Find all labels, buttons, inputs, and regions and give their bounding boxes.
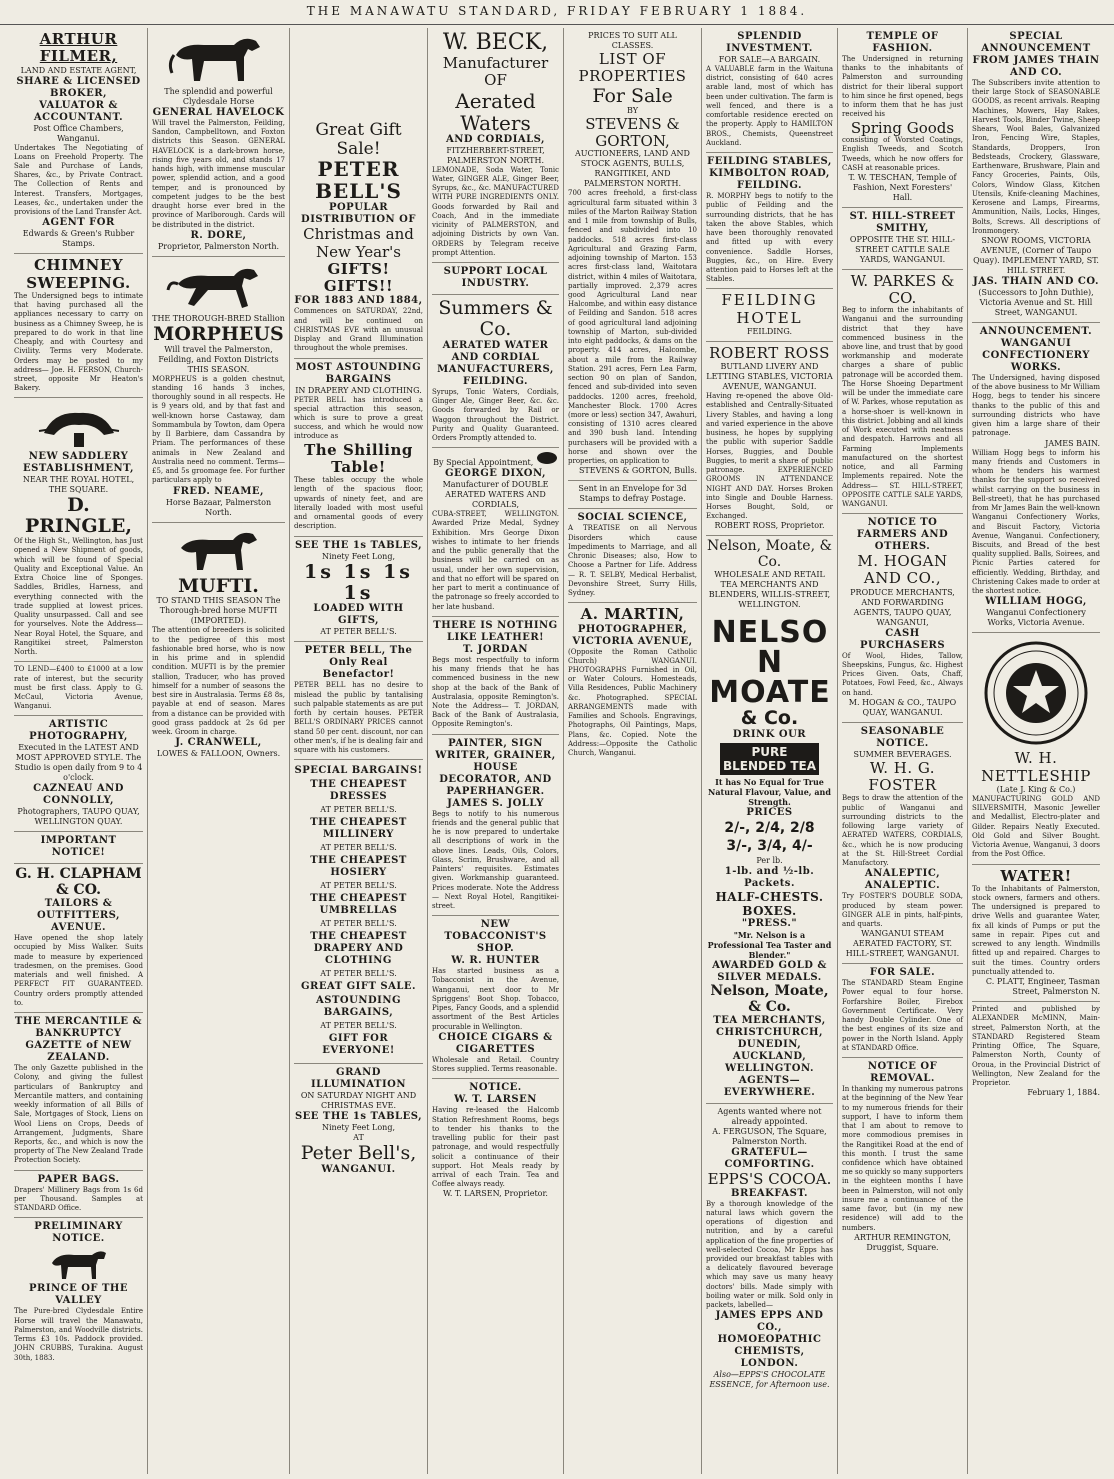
ad-body: TO LEND—£400 to £1000 at a low rate of interest, but the security must be first class. Apply to G. McCaul, Victoria Avenue, Wanganui. xyxy=(14,665,143,711)
ad-name: Peter Bell's, xyxy=(300,1142,417,1165)
ad-sign: C. PLATT, Engineer, Tasman Street, Palmerston N. xyxy=(985,977,1100,997)
ad-title: ANNOUNCEMENT. xyxy=(979,325,1093,337)
ad-title: W. PARKES & CO. xyxy=(850,272,955,307)
ad-title: Great Gift Sale! xyxy=(315,120,402,159)
ad-line: FITZHERBERT-STREET, PALMERSTON NORTH. xyxy=(446,145,545,165)
ad-body: MANUFACTURING GOLD AND SILVERSMITH, Masonic Jeweller and Medallist, Electro-plater and Gilder. Repairs Neatly Executed. Old Gold and Silver Bought. Victoria Avenue, Wanganui, 3 doors from the Post Office. xyxy=(972,794,1100,859)
ad-title: NOTICE OF REMOVAL. xyxy=(867,1061,938,1085)
column-6 xyxy=(702,28,838,1474)
ad-title: SPLENDID INVESTMENT. xyxy=(726,31,813,54)
special-item: THE CHEAPEST DRAPERY AND CLOTHING xyxy=(310,931,407,967)
special-item: THE CHEAPEST MILLINERY xyxy=(310,817,407,841)
ad-line: BUTLAND LIVERY AND LETTING STABLES, VICTORIA AVENUE, WANGANUI. xyxy=(706,362,833,392)
ad-name: WILLIAM HOGG, xyxy=(985,596,1087,608)
ad-title: WATER! xyxy=(1000,866,1072,885)
ad-body: The Pure-bred Clydesdale Entire Horse will travel the Manawatu, Palmerston, and Woodville districts. Terms £3 10s. Paddock provided. JOHN CRUBBS, Turakina. August 30th, 1883. xyxy=(14,1307,143,1362)
ad-title: ROBERT ROSS xyxy=(709,343,830,362)
ad-title: SOCIAL SCIENCE, xyxy=(577,512,688,524)
prices-row-1: 2/-, 2/4, 2/8 xyxy=(724,820,815,837)
ad-line: ANALEPTIC, ANALEPTIC. xyxy=(864,868,941,892)
special-item: GREAT GIFT SALE. xyxy=(301,981,416,993)
special-at: AT PETER BELL'S. xyxy=(320,919,397,929)
ad-title: GEORGE DIXON, xyxy=(445,468,546,480)
horse-icon xyxy=(44,1247,114,1281)
ad-title: PAINTER, SIGN WRITER, GRAINER, HOUSE DECORATOR, AND PAPERHANGER. xyxy=(435,737,556,797)
ad-line: Wanganui Confectionery Works, Victoria Avenue. xyxy=(986,608,1086,628)
ad-subtitle: WANGANUI CONFECTIONERY WORKS. xyxy=(982,337,1090,373)
ad-title: ARTISTIC PHOTOGRAPHY, xyxy=(29,719,128,743)
ad-title: NOTICE. xyxy=(469,1082,522,1094)
ad-subtitle: AGENT FOR xyxy=(42,217,115,229)
ad-line: Post Office Chambers, Wanganui. xyxy=(33,123,124,143)
ad-body: The Undersigned in returning thanks to the inhabitants of Palmerston and surrounding district for their liberal support to him since he first opened, begs to inform them that he has just received his xyxy=(842,55,963,119)
ad-line: Ninety Feet Long, xyxy=(321,1123,395,1133)
nelson-logo-small: Nelson, Moate, & Co. xyxy=(710,983,829,1015)
ad-line: AND CORDIALS, xyxy=(445,133,546,145)
ad-line: NEAR THE ROYAL HOTEL, THE SQUARE. xyxy=(22,475,135,495)
ad-body: In thanking my numerous patrons at the beginning of the New Year to my numerous friends for their support, I have to inform them that I am about to remove to more commodious premises in the Rangitikei Road at the end of this month. I trust the same confidence which have obtained me so quickly so many supporters in the eighteen months I have been in Palmerston, will not only insure me a continuance of the same favor, but (in my new residence) will add to the numbers. xyxy=(842,1085,963,1232)
ad-title: MOST ASTOUNDING BARGAINS xyxy=(295,361,422,385)
ad-title: Summers & Co. xyxy=(438,297,553,340)
nelson-co: & Co. xyxy=(740,707,799,730)
merchants-line: TEA MERCHANTS, CHRISTCHURCH, DUNEDIN, AUCKLAND, WELLINGTON. xyxy=(713,1015,826,1075)
ad-body: To the Inhabitants of Palmerston, stock owners, farmers and others. The undersigned is prepared to drive Wells and guarantee Water, fix all kinds of Pumps or put the same in repair. Pipes cut and screwed to any length. Windmills fitted up and repaired. Charges to suit the times. Country orders punctually attended to. xyxy=(972,884,1100,976)
ad-painter xyxy=(432,735,559,917)
ad-title: NEW TOBACCONIST'S SHOP. xyxy=(444,919,547,955)
ad-name: M. HOGAN AND CO., xyxy=(857,552,948,588)
ad-subtitle: CHOICE CIGARS & CIGARETTES xyxy=(438,1031,553,1055)
stallion-icon xyxy=(169,528,269,574)
ad-martin-photographer xyxy=(568,603,697,762)
ad-name: T. JORDAN xyxy=(463,643,528,655)
ad-sign: W. T. LARSEN, Proprietor. xyxy=(443,1189,548,1199)
ad-line: FEILDING. xyxy=(746,326,793,336)
ad-line: Manufacturer of DOUBLE AERATED WATERS AND CORDIALS, xyxy=(442,480,549,510)
ad-body: The Undersigned begs to intimate that having purchased all the appliances necessary to carry on business as a Chimney Sweep, he is prepared to do work in that line Cheaply, and with Courtesy and Civility. Terms very Moderate. Orders may be posted to my address— Joe. H. FERSON, Church-street, opposite Mr Heaton's Bakery. xyxy=(14,291,143,393)
ad-body: CUBA-STREET, WELLINGTON. Awarded Prize Medal, Sydney Exhibition. Mrs George Dixon wishes to intimate to her friends and the public generally that the business will be carried on as usual, under her own supervision, and that no effort will be spared on her part to merit a continuance of the patronage so freely accorded to her late husband. xyxy=(432,510,559,611)
ad-name: W. H. G. FOSTER xyxy=(868,758,937,795)
ad-subtitle: TO STAND THIS SEASON The Thorough-bred horse MUFTI (IMPORTED). xyxy=(156,596,281,626)
special-at: AT PETER BELL'S. xyxy=(320,805,397,815)
ad-body: Syrups, Tonic Waters, Cordials, Ginger Ale, Ginger Beer, &c. &c. Goods forwarded by Rail or Waggon throughout the District. Purity and Quality Guaranteed. Orders Promptly attended to. xyxy=(432,387,559,442)
ad-to-lend xyxy=(14,662,143,716)
ad-name: J. CRANWELL, xyxy=(175,737,262,749)
ad-sale: For Sale xyxy=(592,84,673,107)
drink-label: DRINK OUR xyxy=(732,729,807,741)
special-item: THE CHEAPEST UMBRELLAS xyxy=(310,893,407,917)
ad-title: G. H. CLAPHAM & CO. xyxy=(15,866,142,898)
ad-tobacconist xyxy=(432,916,559,1079)
ad-body: Begs to draw the attention of the public of Wanganui and surrounding districts to the following large variety of AERATED WATERS, CORDIALS, &c., which he is now producing at the St. Hill-Street Cordial Manufactory. xyxy=(842,794,963,868)
ad-title: A. MARTIN, xyxy=(580,605,685,624)
nelson-moate-logo: NELSON MOATE xyxy=(709,615,831,711)
imprint-date: February 1, 1884. xyxy=(1027,1088,1100,1098)
ad-name: JAS. THAIN AND CO. xyxy=(973,275,1099,287)
ad-line: SHARE & LICENSED BROKER, xyxy=(16,75,141,99)
ad-intro: THE THOROUGH-BRED Stallion xyxy=(152,313,285,323)
column-7 xyxy=(838,28,968,1474)
ad-support-local xyxy=(432,263,559,295)
ad-body: Having re-leased the Halcomb Station Refreshment Rooms, begs to tender his thanks to the travelling public for their past patronage, and would respectfully solicit a continuance of their support. Hot Meals ready by arrival of each Train. Tea and Coffee always ready. xyxy=(432,1106,559,1189)
saddle-icon xyxy=(34,403,124,449)
ad-important-notice xyxy=(14,832,143,864)
ad-title: PETER BELL, The Only Real Benefactor! xyxy=(304,645,413,681)
ad-title: W. H. NETTLESHIP xyxy=(981,749,1091,785)
ad-subtitle: (Late J. King & Co.) xyxy=(996,784,1076,794)
ad-name: W. R. HUNTER xyxy=(451,955,540,967)
ad-title: FEILDING HOTEL xyxy=(721,291,818,327)
ad-w-parkes xyxy=(842,270,963,514)
ad-temple-of-fashion xyxy=(842,28,963,208)
ad-body: consisting of Worsted Coatings, English Tweeds, and Scotch Tweeds, which he now offers for CASH at reasonable prices. xyxy=(842,136,963,172)
ad-body: 700 acres freehold, a first-class agricultural farm situated within 3 miles of the Marton Railway Station and 1 mile from township of Bulls, fenced and subdivided into 10 paddocks. 518 acres first-class Agricultural and Grazing Farm, adjoining township of Marton. 153 acres first-class land, Waitotara district, within 4 miles of Waitotara, partially improved. 2,379 acres good Agricultural Land near Halcombe, and within easy distance of Feilding and Sandon. 518 acres of good agricultural land adjoining township of Marton, sub-divided into eight paddocks, & dams on the property. 414 acres, Halcombe, about a mile from the Railway Station. 291 acres, Fern Lea Farm, section 90 on plan of Sandon, fenced and sub-divided into seven paddocks. 1200 acres, freehold, Manchester Block. 1700 Acres (more or less) section 347, Awahuri, consisting of 1310 acres cleared and 390 bush land. Intending purchasers will be provided with a horse and shown over the properties, on application to xyxy=(568,189,697,466)
ad-title: W. BECK, xyxy=(442,30,549,55)
ad-line: AT xyxy=(353,1133,364,1143)
equal-line: It has No Equal for True Natural Flavour, Value, and Strength. xyxy=(708,777,831,808)
ad-chimney-sweeping xyxy=(14,254,143,398)
ad-title: ST. HILL-STREET SMITHY, xyxy=(849,211,956,235)
ad-title: GENERAL HAVELOCK xyxy=(152,107,285,118)
imprint xyxy=(972,1002,1100,1102)
ad-notice-of-removal xyxy=(842,1058,963,1257)
ad-line: A. FERGUSON, The Square, Palmerston North. xyxy=(712,1127,827,1147)
racehorse-icon xyxy=(164,262,274,312)
special-item: THE CHEAPEST DRESSES xyxy=(310,779,407,803)
columns xyxy=(10,28,1104,1474)
ad-title: Nelson, Moate, & Co. xyxy=(707,538,832,570)
ad-intro: The splendid and powerful Clydesdale Horse xyxy=(164,87,273,106)
ad-peter-bell-benefactor xyxy=(294,642,423,760)
ad-name: PETER BELL'S xyxy=(315,157,402,204)
ad-morpheus xyxy=(152,257,285,523)
column-3 xyxy=(290,28,428,1474)
ad-body: A VALUABLE farm in the Waituna district, consisting of 640 acres arable land, most of which has been under cultivation. The farm is well fenced, and there is a comfortable residence erected on the property. Apply to HAMILTON BROS., Chemists, Queenstreet Auckland. xyxy=(706,65,833,147)
prices-label: PRICES xyxy=(746,807,793,819)
ad-title: PRELIMINARY NOTICE. xyxy=(34,1221,123,1245)
ad-line: LOADED WITH GIFTS, xyxy=(313,603,404,627)
ad-special-bargains xyxy=(294,760,423,1064)
agents-line: AGENTS—EVERYWHERE. xyxy=(723,1075,816,1099)
ad-shilling-tables xyxy=(294,537,423,643)
ad-spring: Spring Goods xyxy=(850,118,955,137)
ad-line: LAND AND ESTATE AGENT, xyxy=(20,65,137,75)
ad-body: Begs to notify to his numerous friends and the general public that he is now prepared to undertake all descriptions of work in the above lines. Leads, Oils, Colors, Glass, Scrim, Brushware, and all Painters' requisites. Estimates given. Workmanship guaranteed. Prices moderate. Note the Address— Next Royal Hotel, Rangitikei-street. xyxy=(432,809,559,911)
ad-line: Also—EPPS'S CHOCOLATE ESSENCE, for Afternoon use. xyxy=(709,1370,830,1390)
ad-body: These tables occupy the whole length of the spacious floor, upwards of ninety feet, and are literally loaded with most useful and ornamental goods of every description. xyxy=(294,476,423,531)
ad-splendid-investment xyxy=(706,28,833,153)
special-at: AT PETER BELL'S. xyxy=(320,881,397,891)
ad-title: LIST OF PROPERTIES xyxy=(578,50,687,86)
ad-title: ARTHUR FILMER, xyxy=(39,30,118,66)
ad-line: POPULAR DISTRIBUTION OF xyxy=(301,202,416,226)
ad-line: VALUATOR & ACCOUNTANT. xyxy=(33,99,124,123)
ad-name: W. T. LARSEN xyxy=(454,1094,537,1106)
ad-line: WANGANUI STEAM AERATED FACTORY, ST. HILL-STREET, WANGANUI. xyxy=(845,929,960,959)
ad-body: Wholesale and Retail. Country Stores supplied. Terms reasonable. xyxy=(432,1055,559,1074)
ad-sign: T. W. TESCHAN, Temple of Fashion, Next Foresters' Hall. xyxy=(848,173,957,203)
ad-subtitle: GIFTS! GIFTS!! xyxy=(323,259,394,296)
ad-line: PRODUCE MERCHANTS, AND FORWARDING AGENTS, TAUPO QUAY, WANGANUI, xyxy=(850,587,955,627)
ad-title: MUFTI. xyxy=(178,574,259,597)
ad-nettleship xyxy=(972,633,1100,864)
masthead: THE MANAWATU STANDARD, FRIDAY FEBRUARY 1 1884. xyxy=(0,4,1114,25)
ad-body: Having re-opened the above Old-established and Centrally-Situated Livery Stables, and having a long and varied experience in the above business, he hopes by supplying the public with superior Saddle Horses, Buggies, and Double Buggies, to merit a share of public patronage. EXPERIENCED GROOMS IN ATTENDANCE NIGHT AND DAY. Horses Broken into Single and Double Harness. Horses Bought, Sold, or Exchanged. xyxy=(706,392,833,521)
ad-title: THE MERCANTILE & BANKRUPTCY GAZETTE of NEW ZEALAND. xyxy=(14,1016,143,1064)
ad-body: Drapers' Millinery Bags from 1s 6d per Thousand. Samples at STANDARD Office. xyxy=(14,1185,143,1213)
ad-line: IN DRAPERY AND CLOTHING. xyxy=(295,385,422,395)
press-label: "PRESS." xyxy=(741,918,798,930)
ad-body: Commences on SATURDAY, 22nd, and will be continued on CHRISTMAS EVE with an unusual Display and Grand Illumination throughout the whole premises. xyxy=(294,307,423,353)
ad-name: JAMES S. JOLLY xyxy=(447,797,544,809)
ad-nelson-moate xyxy=(706,536,833,1104)
special-item: ASTOUNDING BARGAINS, xyxy=(315,995,402,1019)
ad-sign: ARTHUR REMINGTON, Druggist, Square. xyxy=(854,1232,951,1252)
ad-subtitle: The Shilling Table! xyxy=(304,440,413,476)
ad-epps-cocoa xyxy=(706,1104,833,1394)
ad-line: Photographers, TAUPO QUAY, WELLINGTON QUAY. xyxy=(17,807,140,827)
ad-name: FRED. NEAME, xyxy=(172,485,264,497)
ad-line: FOR 1883 AND 1884, xyxy=(294,295,423,307)
ad-body: Has started business as a Tobacconist in the Avenue, Wanganui, next door to Mr Spriggens' Boot Shop. Tobacco, Pipes, Fancy Goods, and a splendid assortment of the Best Articles procurable in Wellington. xyxy=(432,967,559,1031)
ad-shillings: 1s 1s 1s 1s xyxy=(304,560,413,604)
ad-envelope xyxy=(568,481,697,509)
ad-body: Have opened the shop lately occupied by Miss Walker. Suits made to measure by experienced tradesmen, on the premises. Good materials and well finished. A PERFECT FIT GUARANTEED. Country orders promptly attended to. xyxy=(14,934,143,1007)
special-at: AT PETER BELL'S. xyxy=(320,843,397,853)
ad-title: IMPORTANT NOTICE! xyxy=(40,835,117,859)
ad-line: TAILORS & OUTFITTERS, AVENUE. xyxy=(37,898,120,934)
imprint-body: Printed and published by ALEXANDER McMINN, Main-street, Palmerston North, at the STANDARD Registered Steam Printing Office, The Square, Palmerston North, County of Oroua, in the Provincial District of Wellington, New Zealand for the Proprietor. xyxy=(972,1005,1100,1087)
ad-summers xyxy=(432,295,559,448)
ad-general-havelock xyxy=(152,28,285,257)
ad-body: Sent in an Envelope for 3d Stamps to defray Postage. xyxy=(578,484,687,504)
pure-blended-tea: PURE BLENDED TEA xyxy=(720,743,819,775)
ad-notice-to-farmers xyxy=(842,514,963,723)
ad-body: The Undersigned, having disposed of the above business to Mr William Hogg, begs to tender his sincere thanks to the public of this and surrounding districts who have given him a large share of their patronage. xyxy=(972,373,1100,438)
ad-body: Try FOSTER'S DOUBLE SODA, produced by steam power. GINGER ALE in pints, half-pints, and quarts. xyxy=(842,892,963,928)
ad-sign: STEVENS & GORTON, Bulls. xyxy=(578,466,697,476)
ad-title: THERE IS NOTHING LIKE LEATHER! xyxy=(433,619,558,643)
ad-george-dixon xyxy=(432,448,559,617)
ad-arthur-filmer xyxy=(14,28,143,254)
ad-feilding-hotel xyxy=(706,289,833,342)
ad-title: FEILDING STABLES, KIMBOLTON ROAD, FEILDING. xyxy=(707,156,832,192)
ad-great-gift-sale xyxy=(294,28,423,359)
ad-line: ON SATURDAY NIGHT AND CHRISTMAS EVE. xyxy=(300,1091,417,1111)
ad-body: Will travel the Palmerston, Feilding, Sandon, Campbelltown, and Foxton districts this Season. GENERAL HAVELOCK is a dark-brown horse, rising five years old, and stands 17 hands high, with immense muscular power, splendid action, and a good temper, and is pronounced by competent judges to be the best draught horse ever bred in the province of Marlborough. Cards will be distributed in the district. xyxy=(152,119,285,229)
column-4 xyxy=(428,28,564,1474)
ad-title: SEASONABLE NOTICE. xyxy=(860,725,945,749)
ad-appointment xyxy=(432,451,559,468)
special-item: GIFT FOR EVERYONE! xyxy=(322,1033,395,1057)
ad-body: The only Gazette published in the Colony, and giving the fullest particulars of Bankruptcy and Mercantile matters, and containing weekly information of all Bills of Sale, Mortgages of Stock, Liens on Wool Liens on Crops, Deeds of Arrangement, Judgments, Share Reports, &c., and which is now the property of The New Zealand Trade Protection Society. xyxy=(14,1064,143,1165)
ad-smithy xyxy=(842,208,963,270)
ad-mercantile-gazette xyxy=(14,1013,143,1171)
ad-title: TEMPLE OF FASHION. xyxy=(866,31,939,54)
ad-body: Undertakes The Negotiating of Loans on Freehold Property. The Sale and Purchase of Lands, Shares, &c., by Private Contract. The Collection of Rents and Interest. Transfers, Mortgages, Leases, &c., undertaken under the provisions of the Land Transfer Act. xyxy=(14,143,143,217)
per-lb: Per lb. xyxy=(756,855,783,865)
ad-title: PAPER BAGS. xyxy=(37,1173,120,1185)
ad-stevens-gorton xyxy=(568,28,697,481)
ad-saddlery xyxy=(14,398,143,662)
ad-body: William Hogg begs to inform his many friends and Customers in whom he tenders his warmest thanks for the support so received whilst carrying on the business in Bell-street), that he has purchased from Mr James Bain the well-known Wanganui Confectionery Works, and Biscuit Factory, Victoria Avenue, Wanganui. Confectionery, Biscuits, and Bread of the best quality supplied. Balls, Soirees, and Picnic Parties catered for efficiently. Wedding, Birthday, and Christening Cakes made to order at the shortest notice. xyxy=(972,448,1100,596)
ad-line: AERATED WATER AND CORDIAL MANUFACTURERS, FEILDING. xyxy=(437,339,554,387)
ad-line: Proprietor, Palmerston North. xyxy=(157,241,280,251)
ad-name: STEVENS & GORTON, xyxy=(585,115,680,150)
ad-line: SNOW ROOMS, VICTORIA AVENUE, (Corner of Taupo Quay). IMPLEMENT YARD, ST. HILL STREET. xyxy=(973,235,1099,275)
ad-title: SPECIAL ANNOUNCEMENT FROM JAMES THAIN AND CO. xyxy=(972,31,1100,78)
ad-title: FOR SALE. xyxy=(869,967,936,979)
ad-line: (Successors to John Duthie), Victoria Avenue and St. Hill Street, WANGANUI. xyxy=(978,287,1094,317)
awarded-line: AWARDED GOLD & SILVER MEDALS. xyxy=(712,960,827,984)
ad-line: OPPOSITE THE ST. HILL-STREET CATTLE SALE YARDS, WANGANUI. xyxy=(849,235,956,265)
ad-paper-bags xyxy=(14,1171,143,1219)
special-item: THE CHEAPEST HOSIERY xyxy=(310,855,407,879)
ad-for-sale-engine xyxy=(842,964,963,1058)
ad-subtitle: CASH PURCHASERS xyxy=(859,627,946,651)
ad-leather xyxy=(432,617,559,735)
ad-body: The attention of breeders is solicited to the pedigree of this most fashionable bred horse, who is now in his prime and in splendid condition. MUFTI is by the premier stallion, Traducer, who has proved himself for a number of seasons the best sire in Australasia. Terms £8 8s, payable at end of season. Mares from a distance can be provided with good grass paddock at 2s 6d per week. Groom in charge. xyxy=(152,626,285,736)
ad-mufti xyxy=(152,523,285,764)
ad-feilding-stables xyxy=(706,153,833,289)
draught-horse-icon xyxy=(164,33,274,85)
ad-line: LOWES & FALLOON, Owners. xyxy=(156,749,281,759)
ad-body: Of the High St., Wellington, has Just opened a New Shipment of goods, which will be found of Special Quality and Exceptional Value. An Extra Choice line of Sponges. Saddles, Bridles, Harness, and everything connected with the trade supplied at lowest prices. Quality unsurpassed. Call and see for yourselves. Note the Address—Near Royal Hotel, the Square, and Rangitikei street, Palmerston North. xyxy=(14,537,143,657)
ad-line: AT PETER BELL'S. xyxy=(320,627,397,637)
press-quote: "Mr. Nelson is a Professional Tea Taster and Blender." xyxy=(707,930,832,961)
ad-title: EPPS'S COCOA. xyxy=(707,1170,832,1189)
ad-line: SEE THE 1s TABLES, xyxy=(294,1111,423,1123)
ad-line: Manufacturer OF xyxy=(442,54,549,90)
ad-subtitle: Will travel the Palmerston, Feilding, and Foxton Districts THIS SEASON. xyxy=(158,344,279,374)
ad-grand-illumination xyxy=(294,1064,423,1180)
column-1 xyxy=(10,28,148,1474)
ad-body: Of Wool, Hides, Tallow, Sheepskins, Fungus, &c. Highest Prices Given. Oats, Chaff, Potatoes, Fowl Feed, &c., Always on hand. xyxy=(842,651,963,697)
ad-line: Horse Bazaar, Palmerston North. xyxy=(165,497,272,517)
ad-body: A TREATISE on all Nervous Disorders which cause Impediments to Marriage, and all Chronic Diseases; also, How to Choose a Partner for Life. Address— R. T. SELBY, Medical Herbalist, Devonshire Street, Surry Hills, Sydney. xyxy=(568,524,697,598)
packets-line: 1-lb. and ½-lb. Packets. xyxy=(724,865,815,889)
ad-subtitle: BREAKFAST. xyxy=(731,1187,808,1199)
ad-name: CAZNEAU AND CONNOLLY, xyxy=(33,783,124,807)
ad-title: CHIMNEY SWEEPING. xyxy=(26,256,131,292)
ad-body: Beg to inform the inhabitants of Wanganui and the surrounding district that they have commenced business in the above line, and trust that by good workmanship and moderate charges a share of public patronage will be accorded them. The Horse Shoeing Department will be under the immediate care of W. Parkes, whose reputation as a horse-shoer is well-known in this district. Jobbing and all kinds of Work executed with neatness and despatch. Harrows and all Farming Implements manufactured on the shortest notice, and all Farming Implements repaired. Note the Address— ST. HILL-STREET, OPPOSITE CATTLE SALE YARDS, WANGANUI. xyxy=(842,306,963,508)
special-at: AT PETER BELL'S. xyxy=(320,1021,397,1031)
ad-line: PHOTOGRAPHER, VICTORIA AVENUE, xyxy=(572,623,693,647)
ad-line: WANGANUI. xyxy=(321,1164,396,1176)
ad-big: Aerated Waters xyxy=(455,88,536,135)
ad-line: AUCTIONEERS, LAND AND STOCK AGENTS, BULLS, RANGITIKEI, AND PALMERSTON NORTH. xyxy=(575,149,690,189)
prices-row-2: 3/-, 3/4, 4/- xyxy=(726,838,813,855)
ad-robert-ross xyxy=(706,342,833,537)
ad-body: The Subscribers invite attention to their large Stock of SEASONABLE GOODS, as recent arrivals. Reaping Machines, Mowers, Hay Rakes, Harvest Tools, Binder Twine, Sheep Shears, Wool Bales, Galvanized Iron, Fencing Wire, Staples, Standards, Droppers, Iron Bedsteads, Crockery, Glassware, Earthenware, Brushware, Plain and Fancy Groceries, Paints, Oils, Colors, Window Glass, Kitchen Utensils, Knife-cleaning Machines, Kerosene and Lamps, Firearms, Ammunition, Nails, Locks, Hinges, Bolts, Screws. All descriptions of Ironmongery. xyxy=(972,79,1100,235)
ad-line: Ninety Feet Long, xyxy=(321,551,395,561)
ad-larsen-notice xyxy=(432,1079,559,1203)
ad-announcement xyxy=(972,323,1100,633)
chests-line: HALF-CHESTS. BOXES. xyxy=(715,889,824,918)
ad-sign: ROBERT ROSS, Proprietor. xyxy=(714,521,825,531)
ad-preliminary-notice xyxy=(14,1218,143,1366)
ad-title: SEE THE 1s TABLES, xyxy=(294,539,423,551)
ad-body: The STANDARD Steam Engine Power equal to four horse. Forfarshire Boiler, Firebox Government Certificate. Very handy Double Cylinder. One of the best engines of its size and power in the North Island. Apply at STANDARD Office. xyxy=(842,979,963,1052)
column-8 xyxy=(968,28,1104,1474)
ad-title: NEW SADDLERY ESTABLISHMENT, xyxy=(23,451,134,475)
ad-name: R. DORE, xyxy=(190,229,247,241)
ad-sign: JAMES BAIN. xyxy=(1045,438,1100,448)
ad-social-science xyxy=(568,509,697,603)
ad-body: MORPHEUS is a golden chestnut, standing 16 hands 3 inches, thoroughly sound in all respects. He is 9 years old, and by that fast and well-known horse Castaway, dam Sommambula by Towton, dam Opera by Il Barbiere, dam Cassandra by Priam. The performances of these animals in New Zealand and Australia need no comment. Terms—£5, and 5s groomage fee. For further particulars apply to xyxy=(152,374,285,485)
ad-body: Begs most respectfully to inform his many friends that he has commenced business in the new shop at the back of the Bank of Australasia, opposite Remington's. Note the Address— T. JORDAN, Back of the Bank of Australasia, Opposite Remington's. xyxy=(432,655,559,729)
ad-subtitle: PRINCE OF THE VALLEY xyxy=(28,1283,128,1307)
ad-subtitle: FOR SALE—A BARGAIN. xyxy=(718,55,821,64)
ad-body: PETER BELL has introduced a special attraction this season, which is sure to prove a great success, and which he would now introduce as xyxy=(294,395,423,441)
special-item: SPECIAL BARGAINS! xyxy=(294,765,423,777)
column-2 xyxy=(148,28,290,1474)
ad-line: Edwards & Green's Rubber Stamps. xyxy=(22,229,135,249)
ad-line: Agents wanted where not already appointed. xyxy=(717,1107,822,1127)
ad-body: By a thorough knowledge of the natural laws which govern the operations of digestion and nutrition, and by a careful application of the fine properties of well-selected Cocoa, Mr Epps has provided our breakfast tables with a delicately flavoured beverage which may save us many heavy doctors' bills. Made simply with boiling water or milk. Sold only in packets, labelled— xyxy=(706,1199,833,1310)
ad-clapham xyxy=(14,864,143,1013)
special-at: AT PETER BELL'S. xyxy=(320,969,397,979)
ad-james-thain xyxy=(972,28,1100,323)
ad-photography xyxy=(14,716,143,832)
ad-title: SUPPORT LOCAL INDUSTRY. xyxy=(443,266,548,290)
ad-seasonable-notice xyxy=(842,723,963,964)
ad-subtitle: SUMMER BEVERAGES. xyxy=(853,749,952,759)
ad-body: LEMONADE, Soda Water, Tonic Water, GINGER ALE, Ginger Beer, Syrups, &c., &c. MANUFACTURED WITH PURE INGREDIENTS ONLY. Goods forwarded by Rail and Coach, And in the immediate vicinity of PALMERSTON, and adjoining Districts by own Van. ORDERS by Telegram receive prompt Attention. xyxy=(432,165,559,257)
ad-title: MORPHEUS xyxy=(153,322,284,345)
ad-body: Executed in the LATEST AND MOST APPROVED STYLE. The Studio is open daily from 9 to 4 o'clock. xyxy=(14,743,143,783)
ad-body: R. MORPHY begs to notify to the public of Feilding and the surrounding districts, that he has taken the above Stables, which have been thoroughly renovated and fitted up with every convenience. Saddle Horses, Buggies, &c., on Hire. Every attention paid to Horses left at the Stables. xyxy=(706,192,833,284)
ad-name: D. PRINGLE, xyxy=(24,494,132,538)
ad-title: GRAND ILLUMINATION xyxy=(311,1067,406,1091)
ad-body: PETER BELL has no desire to mislead the public by tantalising such palpable statements as are put forth by certain houses. PETER BELL'S ORDINARY PRICES cannot stand 50 per cent. discount, nor can other men's, if he is dealing fair and square with his customers. xyxy=(294,681,423,755)
royal-arms-icon xyxy=(536,451,558,465)
column-5 xyxy=(564,28,702,1474)
ad-water xyxy=(972,865,1100,1003)
ad-top: PRICES TO SUIT ALL CLASSES. xyxy=(588,31,677,50)
ad-bargains xyxy=(294,359,423,537)
ad-line: JAMES EPPS AND CO., HOMOEOPATHIC CHEMISTS, LONDON. xyxy=(715,1310,824,1370)
ad-by: BY xyxy=(626,106,639,116)
ad-title: NOTICE TO FARMERS AND OTHERS. xyxy=(856,517,949,553)
ad-line: WHOLESALE AND RETAIL TEA MERCHANTS AND BLENDERS, WILLIS-STREET, WELLINGTON. xyxy=(708,570,831,610)
ad-subtitle: GRATEFUL—COMFORTING. xyxy=(724,1147,815,1171)
appointment-label: By Special Appointment, xyxy=(433,458,534,468)
ad-line: Christmas and New Year's xyxy=(303,225,414,261)
ad-sign: M. HOGAN & CO., TAUPO QUAY, WANGANUI. xyxy=(848,697,957,717)
medal-seal-icon xyxy=(981,638,1091,748)
ad-body: (Opposite the Roman Catholic Church) WANGANUI. PHOTOGRAPHS Furnished in Oil, or Water Colours. Homesteads, Villa Residences, Public Machinery &c. Photographed. SPECIAL ARRANGEMENTS made with Families and Schools. Engravings, Photographs, Oil Paintings, Maps, Plans, &c. Copied. Note the Address:—Opposite the Catholic Church, Wanganui. xyxy=(568,647,697,758)
ad-w-beck xyxy=(432,28,559,263)
